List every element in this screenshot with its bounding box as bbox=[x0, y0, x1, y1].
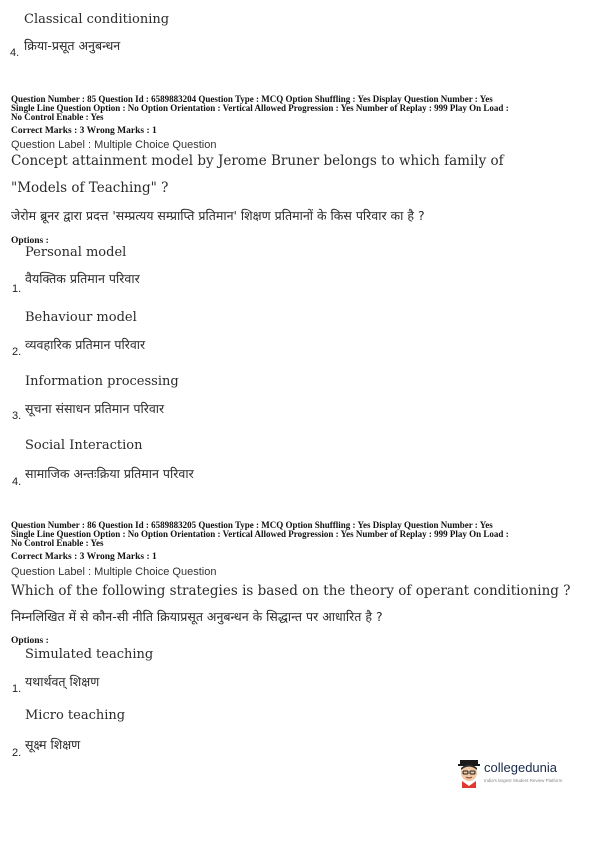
q86-marks: Correct Marks : 3 Wrong Marks : 1 bbox=[11, 552, 157, 562]
q85-meta-line3: No Control Enable : Yes bbox=[11, 112, 104, 122]
q85-option-1-text: Personal model bbox=[25, 245, 127, 260]
q86-question-text-hi: निम्नलिखित में से कौन-सी नीति क्रियाप्रसूत अनुबन्धन के सिद्धान्त पर आधारित है ? bbox=[11, 609, 383, 624]
q85-option-3-hindi: सूचना संसाधन प्रतिमान परिवार bbox=[25, 401, 165, 416]
q86-option-1-number: 1. bbox=[12, 683, 22, 695]
q85-option-4-text: Social Interaction bbox=[25, 438, 143, 453]
q85-option-2-hindi: व्यवहारिक प्रतिमान परिवार bbox=[25, 337, 146, 352]
q86-option-2-hindi: सूक्ष्म शिक्षण bbox=[25, 737, 81, 752]
q85-option-3-number: 3. bbox=[12, 410, 22, 422]
q86-option-1-hindi: यथार्थवत् शिक्षण bbox=[25, 674, 100, 689]
q85-question-text-en-line1: Concept attainment model by Jerome Bruner belongs to which family of bbox=[11, 153, 504, 169]
q85-question-text-hi: जेरोम ब्रूनर द्वारा प्रदत्त 'सम्प्रत्यय सम्प्राप्ति प्रतिमान' शिक्षण प्रतिमानों के किस परिवार का है ? bbox=[11, 208, 425, 223]
q86-meta-line1: Question Number : 86 Question Id : 6589883205 Question Type : MCQ Option Shuffling : Yes Display Question Number : Yes bbox=[11, 520, 493, 530]
q85-option-3-text: Information processing bbox=[25, 374, 179, 389]
prev-option-4-hindi: क्रिया-प्रसूत अनुबन्धन bbox=[24, 38, 121, 53]
q85-option-1-number: 1. bbox=[12, 283, 22, 295]
q86-option-1-text: Simulated teaching bbox=[25, 647, 154, 662]
q85-option-4-hindi: सामाजिक अन्तःक्रिया प्रतिमान परिवार bbox=[25, 466, 194, 481]
q85-option-2-text: Behaviour model bbox=[25, 310, 137, 325]
q86-option-2-text: Micro teaching bbox=[25, 708, 126, 723]
q85-option-1-hindi: वैयक्तिक प्रतिमान परिवार bbox=[25, 271, 140, 286]
q86-question-label: Question Label : Multiple Choice Question bbox=[11, 566, 217, 578]
q86-question-text-en: Which of the following strategies is based on the theory of operant conditioning ? bbox=[11, 583, 571, 599]
q85-question-text-en-line2: "Models of Teaching" ? bbox=[11, 180, 169, 196]
logo-tagline: India's largest Student Review Platform bbox=[484, 778, 563, 783]
prev-option-3-text: Classical conditioning bbox=[24, 12, 170, 27]
mascot-icon bbox=[456, 758, 482, 788]
logo-wordmark: collegedunia bbox=[484, 760, 558, 775]
q85-marks: Correct Marks : 3 Wrong Marks : 1 bbox=[11, 126, 157, 136]
q85-meta-line2: Single Line Question Option : No Option Orientation : Vertical Allowed Progression : Yes Number of Replay : 999 Play On Load : bbox=[11, 103, 509, 113]
q85-meta-line1: Question Number : 85 Question Id : 6589883204 Question Type : MCQ Option Shuffling : Yes Display Question Number : Yes bbox=[11, 94, 493, 104]
q86-option-2-number: 2. bbox=[12, 747, 22, 759]
q85-question-label: Question Label : Multiple Choice Question bbox=[11, 139, 217, 151]
q86-meta-line3: No Control Enable : Yes bbox=[11, 538, 104, 548]
prev-option-4-number: 4. bbox=[10, 47, 20, 59]
q85-options-header: Options : bbox=[11, 236, 49, 246]
q85-option-4-number: 4. bbox=[12, 476, 22, 488]
q86-meta-line2: Single Line Question Option : No Option Orientation : Vertical Allowed Progression : Yes Number of Replay : 999 Play On Load : bbox=[11, 529, 509, 539]
q85-option-2-number: 2. bbox=[12, 346, 22, 358]
q86-options-header: Options : bbox=[11, 636, 49, 646]
collegedunia-logo bbox=[456, 758, 566, 794]
